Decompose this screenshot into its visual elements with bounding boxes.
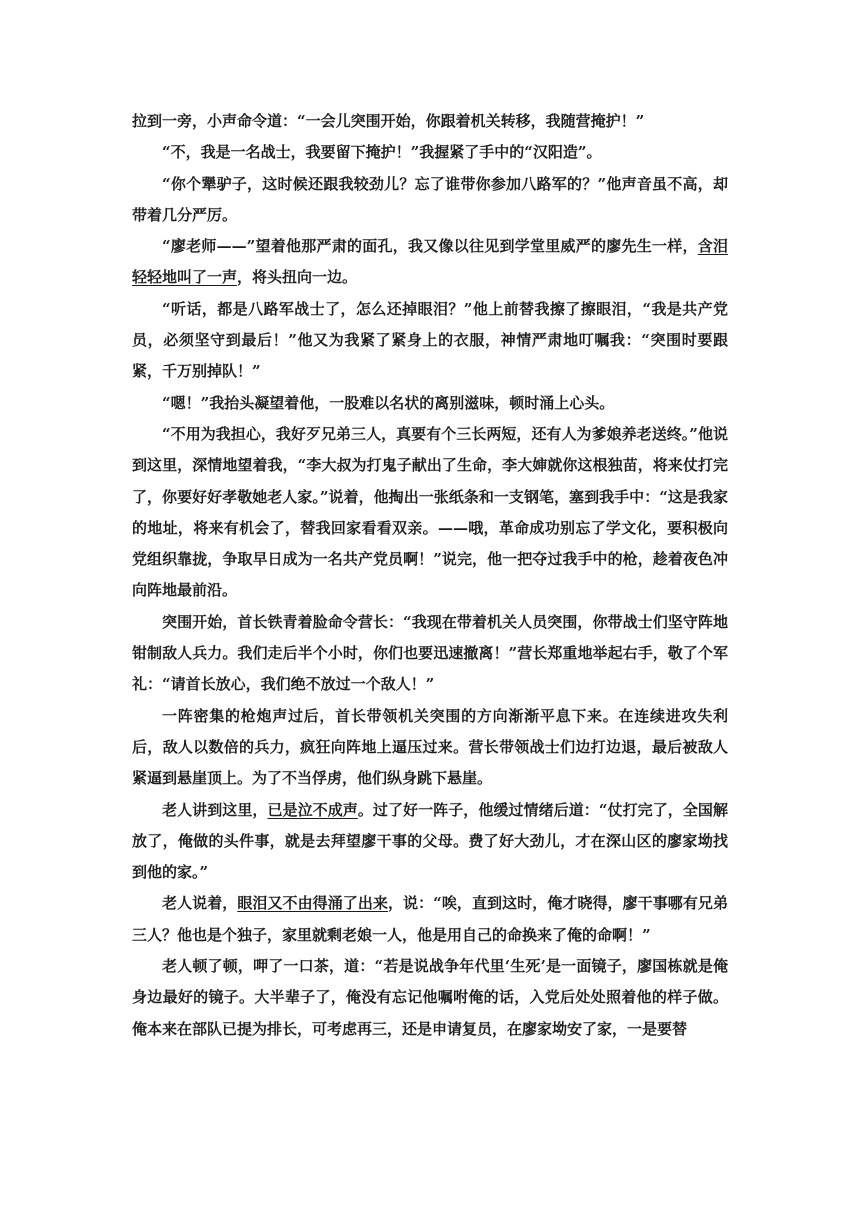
paragraph: [132, 169, 728, 232]
paragraph-text: ，将头扭向一边。: [237, 268, 358, 287]
underlined-phrase: 眼泪又不由得涌了出来: [237, 894, 388, 913]
paragraph: [132, 294, 728, 388]
paragraph: [132, 607, 728, 701]
paragraph-text: 一阵密集的枪炮声过后，首长带领机关突围的方向渐渐平息下来。在连续进攻失利后，敌人以数倍的兵力，疯狂向阵地上逼压过来。营长带领战士们边打边退，最后被敌人紧逼到悬崖顶上。为了不当俘虏，他们纵身跳下悬崖。: [132, 706, 728, 788]
paragraph-text: “你个犟驴子，这时候还跟我较劲儿？忘了谁带你参加八路军的？”他声音虽不高，却带着几分严厉。: [132, 174, 728, 224]
paragraph-text: 老人说着，: [162, 894, 238, 913]
paragraph-text: “嗯！”我抬头凝望着他，一股难以名状的离别滋味，顿时涌上心头。: [162, 393, 615, 412]
paragraph-text: 老人讲到这里，: [162, 800, 268, 819]
paragraph-text: 突围开始，首长铁青着脸命令营长：“我现在带着机关人员突围，你带战士们坚守阵地钳制敌人兵力。我们走后半个小时，你们也要迅速撤离！”营长郑重地举起右手，敬了个军礼：“请首长放心，我们绝不放过一个敌人！”: [132, 612, 728, 694]
paragraph: [132, 419, 728, 607]
paragraph-text: 老人顿了顿，呷了一口茶，道：“若是说战争年代里‘生死’是一面镜子，廖国栋就是俺身边最好的镜子。大半辈子了，俺没有忘记他嘱咐俺的话，入党后处处照着他的样子做。俺本来在部队已提为排长，可考虑再三，还是申请复员，在廖家坳安了家，一是要替: [132, 957, 728, 1038]
paragraph: [132, 106, 728, 137]
paragraph: [132, 951, 728, 1045]
underlined-phrase: 已是泣不成声: [267, 800, 358, 819]
paragraph: [132, 388, 728, 419]
paragraph: [132, 795, 728, 889]
paragraph-text: ，说：“唉，直到这时，俺才晓得，廖干事哪有兄弟三人？他也是个独子，家里就剩老娘一人，他是用自己的命换来了俺的命啊！”: [132, 894, 728, 944]
paragraph-text: “廖老师——”望着他那严肃的面孔，我又像以往见到学堂里威严的廖先生一样，: [162, 237, 698, 256]
paragraph: [132, 701, 728, 795]
paragraph-text: “听话，都是八路军战士了，怎么还掉眼泪？”他上前替我擦了擦眼泪，“我是共产党员，必须坚守到最后！”他又为我紧了紧身上的衣服，神情严肃地叮嘱我：“突围时要跟紧，千万别掉队！”: [132, 299, 728, 381]
article-body: [132, 106, 728, 1045]
paragraph-text: “不用为我担心，我好歹兄弟三人，真要有个三长两短，还有人为爹娘养老送终。”他说到这里，深情地望着我，“李大叔为打鬼子献出了生命，李大婶就你这根独苗，将来仗打完了，你要好好孝敬她老人家。”说着，他掏出一张纸条和一支钢笔，塞到我手中：“这是我家的地址，将来有机会了，替我回家看看双亲。——哦，革命成功别忘了学文化，要积极向党组织靠拢，争取早日成为一名共产党员啊！”说完，他一把夺过我手中的枪，趁着夜色冲向阵地最前沿。: [132, 424, 728, 600]
underlined-phrase: 含泪轻轻地叫了一声: [132, 237, 728, 287]
paragraph: [132, 137, 728, 168]
paragraph-text: 拉到一旁，小声命令道：“一会儿突围开始，你跟着机关转移，我随营掩护！”: [132, 112, 645, 130]
paragraph-text: 。过了好一阵子，他缓过情绪后道：“仗打完了，全国解放了，俺做的头件事，就是去拜望廖干事的父母。费了好大劲儿，才在深山区的廖家坳找到他的家。”: [132, 800, 728, 882]
paragraph-text: “不，我是一名战士，我要留下掩护！”我握紧了手中的“汉阳造”。: [162, 143, 602, 162]
paragraph: [132, 888, 728, 951]
paragraph: [132, 231, 728, 294]
